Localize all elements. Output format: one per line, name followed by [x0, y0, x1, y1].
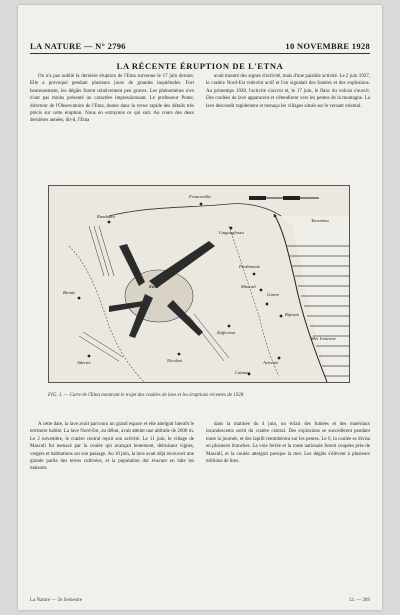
map-label-zafferana: Zafferana [217, 330, 236, 335]
map-label-sea: Mer Ionienne [311, 336, 336, 341]
page-number: 12. — 289 [348, 598, 370, 603]
map-label-bronte: Bronte [63, 290, 76, 295]
paragraph: dans la matinée du 4 juin, un éclair des fumées et des matériaux incandescents sortit du cratère central. Des explosions se succédèrent pendant toute la journée, et des lapilli retombèrent sur les pentes. Le 6, la coulée se divisa en plusieurs branches. La voie ferrée et la route nationale furent coupées près de Mascali, et la coulée atteignit presque la mer. Les dégâts s'élèvent à plusieurs millions de lires. [206, 422, 370, 465]
etna-map-figure [48, 185, 350, 383]
header-divider [30, 53, 370, 54]
column-top-left [30, 73, 194, 179]
paragraph: avait montré des signes d'activité, mais d'une paisible activité. Le 2 juin 1927, le cratère Nord-Est redevint actif et l'on signalait des fumées et des explosions. Au printemps 1928, l'activité s'accrut et, le 17 juin, le flanc du volcan s'ouvrit. Des coulées de lave apparurent et s'étendirent vers les pentes de la montagne. La lave descendit rapidement et menaça les villages situés sur le versant oriental. [206, 74, 370, 109]
header-date: 10 NOVEMBRE 1928 [285, 41, 370, 51]
article-title: LA RÉCENTE ÉRUPTION DE L'ETNA [116, 61, 284, 71]
column-bottom-left [30, 421, 194, 601]
paragraph: On n'a pas oublié la dernière éruption de l'Etna survenue le 17 juin dernier. Elle a provoqué pendant plusieurs jours de grandes inquiétudes. Fort heureusement, les dégâts furent relativement peu graves. Les phénomènes n'en n'ont pas moins présenté un caractère impressionnant. Le professeur Ponte, directeur de l'Observatoire de l'Etna, donne dans la revue rapide des détails très précis sur cette éruption. Nous en extrayons ce qui suit. Au cours des deux dernières années, dit-il, l'Etna [30, 74, 194, 124]
map-label-nicolosi: Nicolosi [167, 358, 183, 363]
map-label-catania: Catania [235, 370, 250, 375]
page-footer [30, 598, 370, 603]
map-label-giarre: Giarre [267, 292, 280, 297]
map-label-mascali: Mascali [241, 284, 256, 289]
map-label-riposto: Riposto [285, 312, 300, 317]
column-top-right [206, 73, 370, 179]
footer-left: La Nature — 2e Semestre [30, 598, 82, 603]
column-bottom-right [206, 421, 370, 601]
map-label-piedimonte: Piedimonte [239, 264, 260, 269]
etna-map [49, 186, 349, 382]
page [18, 5, 382, 610]
map-label-taormina: Taormina [311, 218, 329, 223]
page-header [30, 39, 370, 51]
map-label-francavilla: Francavilla [189, 194, 211, 199]
map-label-aderno: Adernò [77, 360, 91, 365]
map-label-linguaglossa: Linguaglossa [219, 230, 244, 235]
map-label-etna: Etna [149, 284, 159, 289]
paragraph: A cette date, la lave avait parcouru un grand espace et elle atteignit bientôt le territoire habité. La lave Nord-Est, au début, avait atteint une altitude de 2600 m. Le 2 novembre, le cratère central reprit son activité. Le 11 juin, le village de Mascali fut menacé par la coulée qui avançait lentement, détruisant vignes, vergers et habitations sur son passage. Au 10 juin, la lave avait déjà recouvert une grande partie des terres cultivées, et la population dut évacuer en hâte les maisons. [30, 422, 194, 472]
header-journal: LA NATURE — N° 2796 [30, 41, 126, 51]
map-label-randazzo: Randazzo [97, 214, 115, 219]
figure-caption: FIG. 1. — Carte de l'Etna montrant le trajet des coulées de lave et les éruptions récentes de 1928. [48, 393, 245, 398]
map-label-acireale: Acireale [263, 360, 279, 365]
